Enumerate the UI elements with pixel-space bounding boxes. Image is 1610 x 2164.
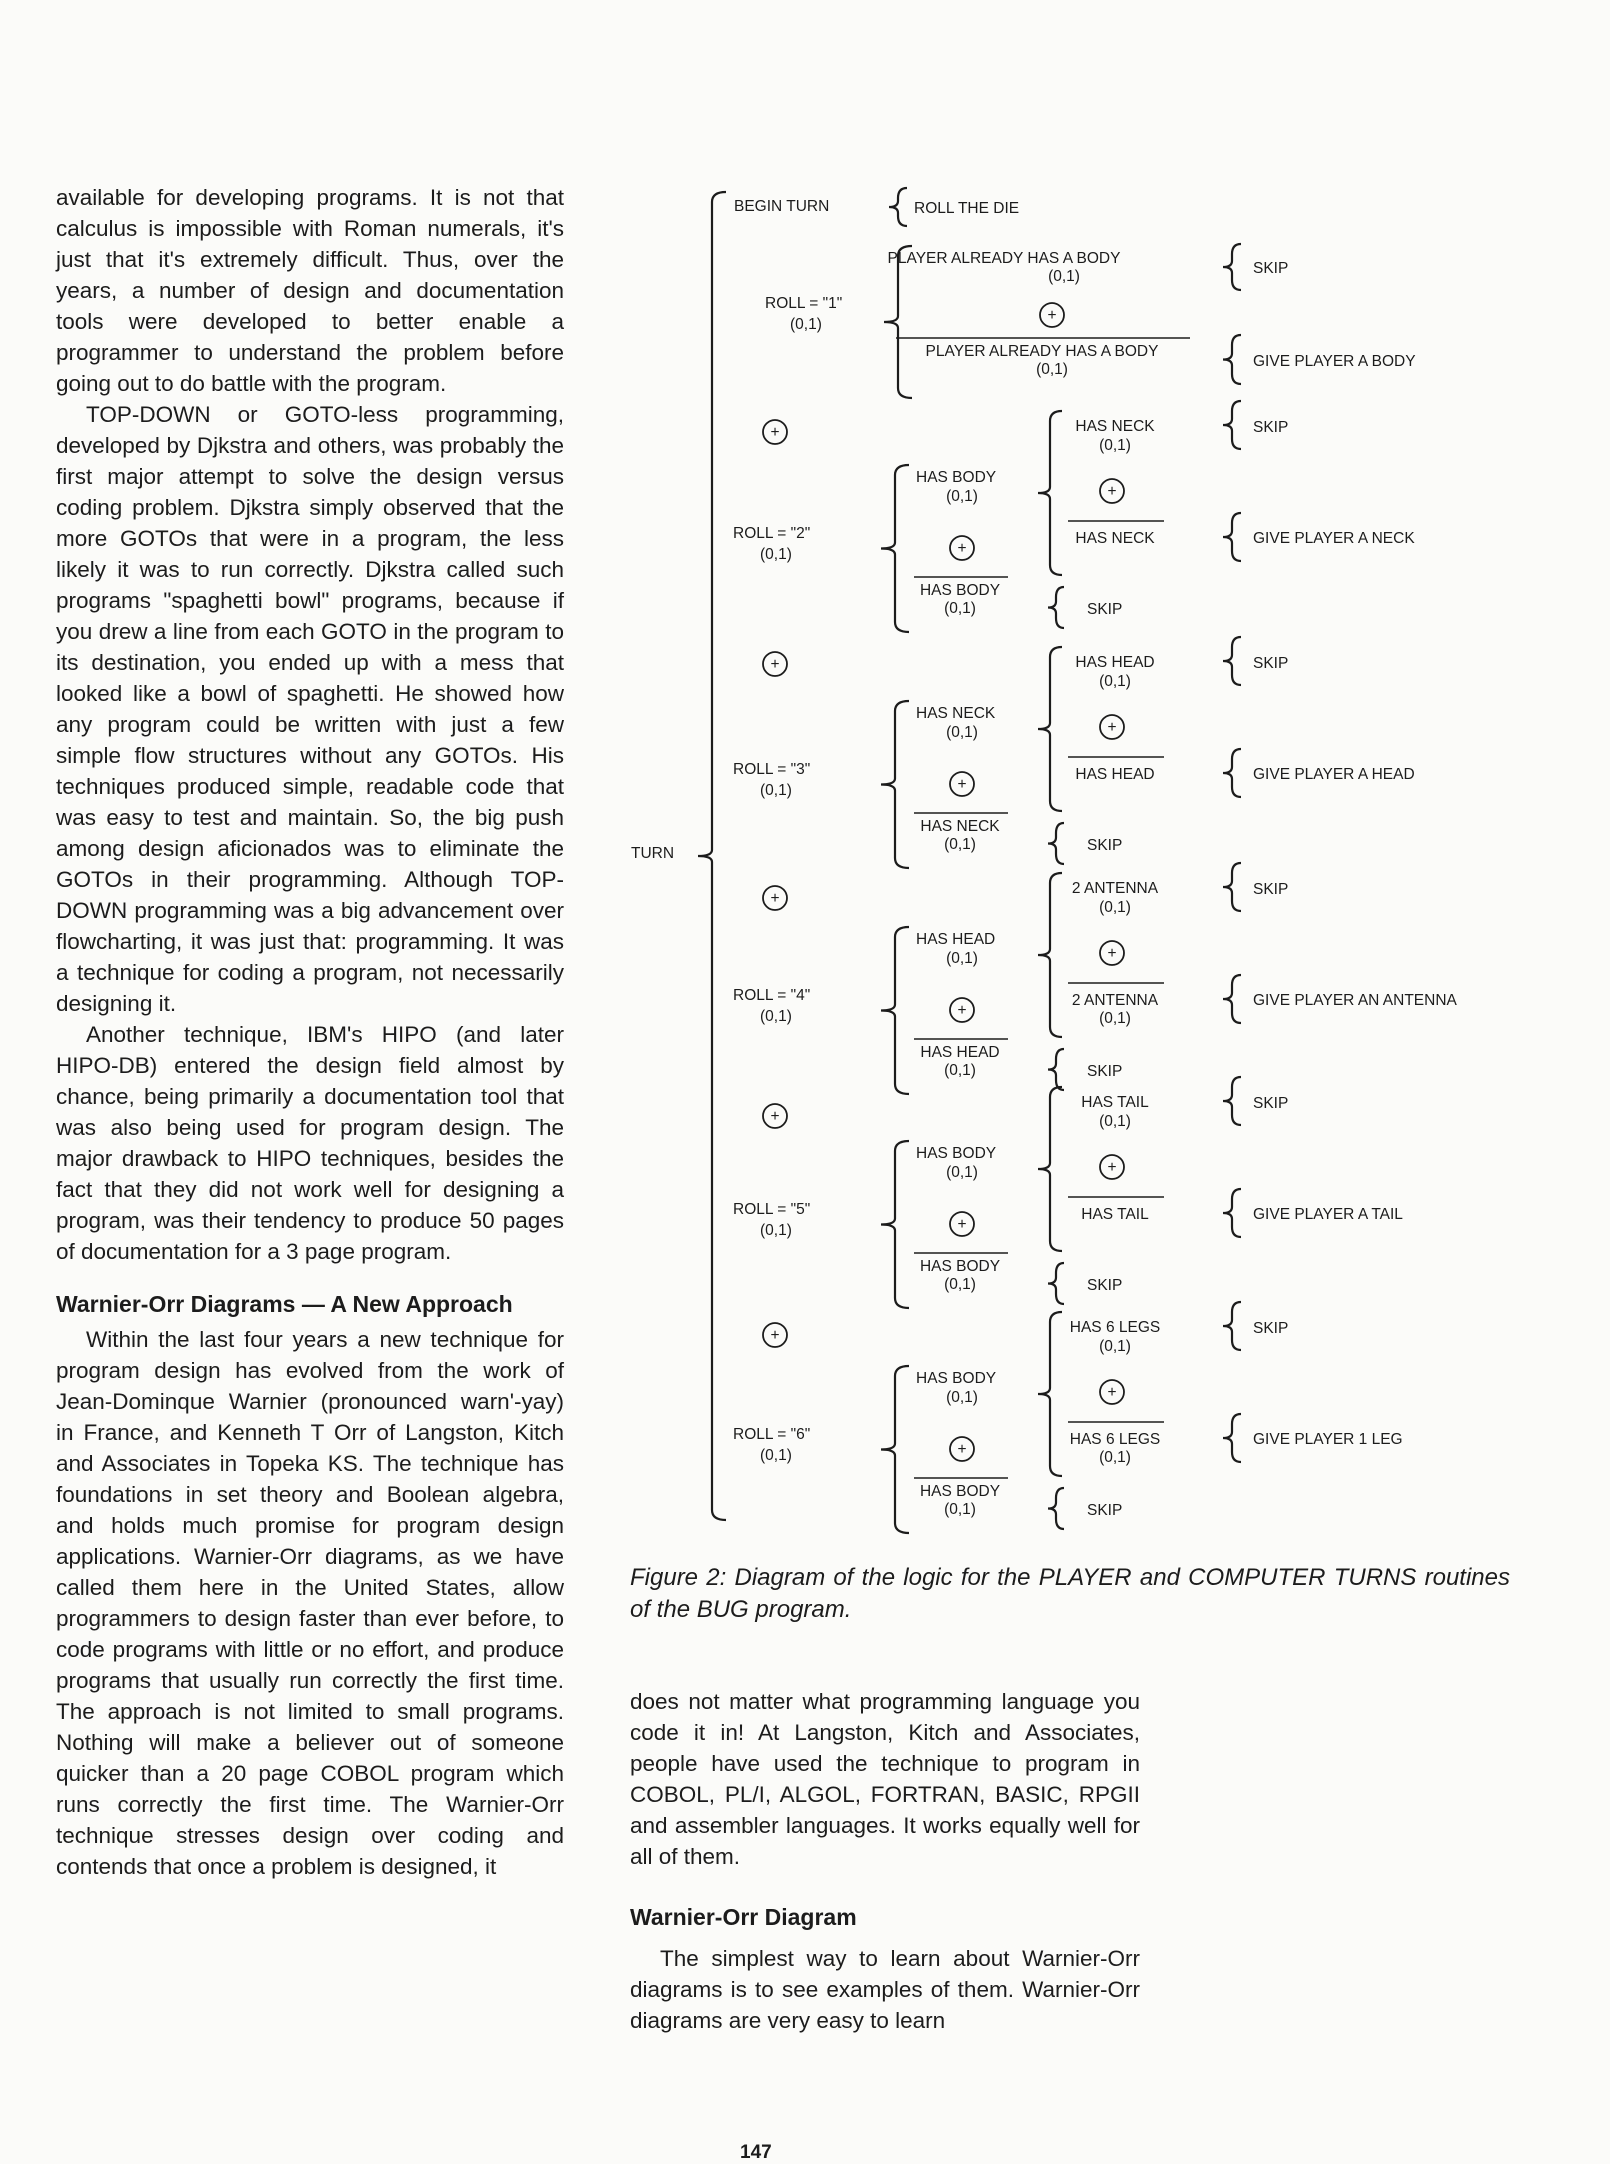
condition-label: HAS NECK [920, 818, 1000, 835]
action-brace [1048, 1488, 1064, 1529]
action-brace [1223, 1077, 1241, 1125]
action-label: SKIP [1087, 601, 1123, 618]
action-brace [1223, 637, 1241, 685]
condition-label: PLAYER ALREADY HAS A BODY [925, 343, 1159, 360]
action-label: SKIP [1087, 1063, 1123, 1080]
action-label: SKIP [1087, 1502, 1123, 1519]
xor-symbol-plus: + [770, 1327, 780, 1344]
body-paragraph: TOP-DOWN or GOTO-less programming, developed by Djkstra and others, was probably the first major attempt to solve the design versus coding problem. Djkstra simply observed that the more GOTOs that were in a program, the less likely it was to run correctly. Djkstra called such programs "spaghetti bowl" programs, because if you drew a line from each GOTO in the program to its destination, you ended up with a mess that looked like a bowl of spaghetti. He showed how any program could be written with just a few simple flow structures without any GOTOs. His techniques produced simple, readable code that was easy to test and maintain. So, the big push among design aficionados was to eliminate the GOTOs in their programming. Although TOP-DOWN programming was a big advancement over flowcharting, it was just that: programming. It was a technique for coding a program, not necessarily designing it. [56, 402, 564, 1016]
action-brace [1048, 1263, 1064, 1304]
sub-brace [1038, 411, 1062, 575]
action-label: SKIP [1253, 881, 1289, 898]
condition-label: HAS 6 LEGS [1069, 1431, 1161, 1448]
condition-cardinality: (0,1) [1036, 361, 1068, 378]
xor-symbol-plus: + [1107, 719, 1117, 736]
condition-label: HAS HEAD [920, 1044, 1000, 1061]
xor-symbol-plus: + [957, 1441, 967, 1458]
roll-label: ROLL = "3" [733, 761, 811, 778]
condition-cardinality: (0,1) [1099, 673, 1131, 690]
figure-caption: Figure 2: Diagram of the logic for the PLAYER and COMPUTER TURNS routines of the BUG program. [630, 1564, 1510, 1623]
condition-label: HAS BODY [919, 582, 1001, 599]
roll-brace [881, 701, 909, 868]
condition-label: HAS HEAD [1075, 654, 1155, 671]
roll-brace [881, 465, 909, 632]
xor-symbol-plus: + [957, 1002, 967, 1019]
action-label: SKIP [1253, 419, 1289, 436]
roll-label: ROLL = "4" [733, 987, 811, 1004]
roll-label: ROLL = "5" [733, 1201, 811, 1218]
sub-brace [1038, 1312, 1062, 1476]
xor-symbol-plus: + [1047, 307, 1057, 324]
xor-symbol-plus: + [770, 890, 780, 907]
body-paragraph: The simplest way to learn about Warnier-Orr diagrams is to see examples of them. Warnier-Orr diagrams are very easy to learn [630, 1946, 1140, 2033]
sub-brace [1038, 647, 1062, 811]
roll-cardinality: (0,1) [760, 1447, 792, 1464]
section-heading: Warnier-Orr Diagrams — A New Approach [56, 1291, 513, 1317]
action-label: GIVE PLAYER 1 LEG [1253, 1431, 1403, 1448]
roll-cardinality: (0,1) [790, 316, 822, 333]
begin-turn-label: BEGIN TURN [734, 198, 830, 215]
roll-cardinality: (0,1) [760, 1008, 792, 1025]
xor-symbol-plus: + [770, 424, 780, 441]
condition-cardinality: (0,1) [944, 1276, 976, 1293]
condition-cardinality: (0,1) [944, 1062, 976, 1079]
condition-label: HAS NECK [1075, 530, 1155, 547]
action-brace [1048, 823, 1064, 864]
action-label: SKIP [1087, 837, 1123, 854]
action-brace [1048, 587, 1064, 628]
action-label: SKIP [1087, 1277, 1123, 1294]
condition-label: 2 ANTENNA [1071, 992, 1159, 1009]
action-brace [1223, 513, 1241, 561]
roll-brace [881, 1366, 909, 1533]
condition-cardinality: (0,1) [1099, 899, 1131, 916]
condition-cardinality: (0,1) [1048, 268, 1080, 285]
condition-label: HAS NECK [916, 705, 996, 722]
action-label: GIVE PLAYER A TAIL [1253, 1206, 1403, 1223]
action-label: GIVE PLAYER AN ANTENNA [1253, 992, 1457, 1009]
action-label: GIVE PLAYER A BODY [1253, 353, 1416, 370]
condition-cardinality: (0,1) [944, 1501, 976, 1518]
roll-cardinality: (0,1) [760, 546, 792, 563]
condition-cardinality: (0,1) [1099, 437, 1131, 454]
condition-label: HAS HEAD [1075, 766, 1155, 783]
roll-the-die-label: ROLL THE DIE [914, 200, 1020, 217]
condition-label: HAS BODY [919, 1258, 1001, 1275]
condition-cardinality: (0,1) [1099, 1113, 1131, 1130]
condition-label: HAS 6 LEGS [1069, 1319, 1161, 1336]
right-column [630, 1686, 1140, 2036]
action-label: SKIP [1253, 655, 1289, 672]
action-label: SKIP [1253, 1095, 1289, 1112]
action-label: SKIP [1253, 260, 1289, 277]
roll-label: ROLL = "6" [733, 1426, 811, 1443]
condition-cardinality: (0,1) [1099, 1338, 1131, 1355]
roll-brace [881, 1141, 909, 1308]
action-brace [1223, 863, 1241, 911]
condition-label: HAS BODY [919, 1483, 1001, 1500]
action-label: GIVE PLAYER A HEAD [1253, 766, 1415, 783]
condition-label: HAS TAIL [1081, 1094, 1149, 1111]
action-label: GIVE PLAYER A NECK [1253, 530, 1415, 547]
action-brace [1223, 1189, 1241, 1237]
condition-label: HAS NECK [1075, 418, 1155, 435]
roll-brace [881, 927, 909, 1094]
condition-cardinality: (0,1) [944, 836, 976, 853]
xor-symbol-plus: + [1107, 1384, 1117, 1401]
roll-cardinality: (0,1) [760, 1222, 792, 1239]
action-label: SKIP [1253, 1320, 1289, 1337]
condition-label: 2 ANTENNA [1071, 880, 1159, 897]
xor-symbol-plus: + [957, 1216, 967, 1233]
roll-label: ROLL = "2" [733, 525, 811, 542]
condition-cardinality: (0,1) [946, 1164, 978, 1181]
roll-1-brace [884, 246, 912, 398]
diagram-root-label: TURN [631, 845, 675, 862]
xor-symbol-plus: + [957, 540, 967, 557]
body-paragraph: available for developing programs. It is not that calculus is impossible with Roman numerals, it's just that it's extremely difficult. Thus, over the years, a number of design and documentation tools were developed to better enable a programmer to understand the problem before going out to do battle with the program. [56, 185, 564, 396]
condition-cardinality: (0,1) [946, 950, 978, 967]
condition-cardinality: (0,1) [1099, 1449, 1131, 1466]
xor-symbol-plus: + [770, 1108, 780, 1125]
section-heading: Warnier-Orr Diagram [630, 1904, 857, 1930]
action-brace [1223, 401, 1241, 449]
sub-brace [1038, 1087, 1062, 1251]
roll-cardinality: (0,1) [760, 782, 792, 799]
action-brace [1223, 749, 1241, 797]
begin-turn-brace [889, 188, 907, 226]
body-paragraph: Another technique, IBM's HIPO (and later HIPO-DB) entered the design field almost by chance, being primarily a documentation tool that was also being used for program design. The major drawback to HIPO techniques, besides the fact that they did not work well for designing a program, was their tendency to produce 50 pages of documentation for a 3 page program. [56, 1022, 564, 1264]
action-brace [1223, 1414, 1241, 1462]
xor-symbol-plus: + [957, 776, 967, 793]
xor-symbol-plus: + [770, 656, 780, 673]
condition-label: PLAYER ALREADY HAS A BODY [887, 250, 1121, 267]
xor-symbol-plus: + [1107, 945, 1117, 962]
condition-label: HAS TAIL [1081, 1206, 1149, 1223]
action-brace [1223, 335, 1241, 384]
condition-cardinality: (0,1) [946, 488, 978, 505]
condition-cardinality: (0,1) [944, 600, 976, 617]
body-paragraph: does not matter what programming language you code it in! At Langston, Kitch and Associates, people have used the technique to program in COBOL, PL/I, ALGOL, FORTRAN, BASIC, RPGII and assembler languages. It works equally well for all of them. [630, 1689, 1140, 1869]
action-brace [1223, 1302, 1241, 1350]
condition-cardinality: (0,1) [946, 1389, 978, 1406]
xor-symbol-plus: + [1107, 483, 1117, 500]
condition-label: HAS BODY [916, 1145, 997, 1162]
root-brace [698, 192, 726, 1520]
sub-brace [1038, 873, 1062, 1037]
condition-cardinality: (0,1) [946, 724, 978, 741]
condition-label: HAS BODY [916, 469, 997, 486]
body-paragraph: Within the last four years a new technique for program design has evolved from the work of Jean-Dominque Warnier (pronounced warn'-yay) in France, and Kenneth T Orr of Langston, Kitch and Associates in Topeka KS. The technique has foundations in set theory and Boolean algebra, and holds much promise for program design applications. Warnier-Orr diagrams, as we have called them here in the United States, allow programmers to design faster than ever before, to code programs with little or no effort, and produce programs that usually run correctly the first time. The approach is not limited to small programs. Nothing will make a believer out of someone quicker than a 20 page COBOL program which runs correctly the first time. The Warnier-Orr technique stresses design over coding and contends that once a problem is designed, it [56, 1327, 564, 1879]
condition-label: HAS BODY [916, 1370, 997, 1387]
action-brace [1223, 244, 1241, 290]
xor-symbol-plus: + [1107, 1159, 1117, 1176]
page-number: 147 [740, 2142, 772, 2163]
action-brace [1223, 975, 1241, 1023]
condition-cardinality: (0,1) [1099, 1010, 1131, 1027]
roll-label: ROLL = "1" [765, 295, 843, 312]
condition-label: HAS HEAD [916, 931, 996, 948]
action-brace [1048, 1049, 1064, 1090]
